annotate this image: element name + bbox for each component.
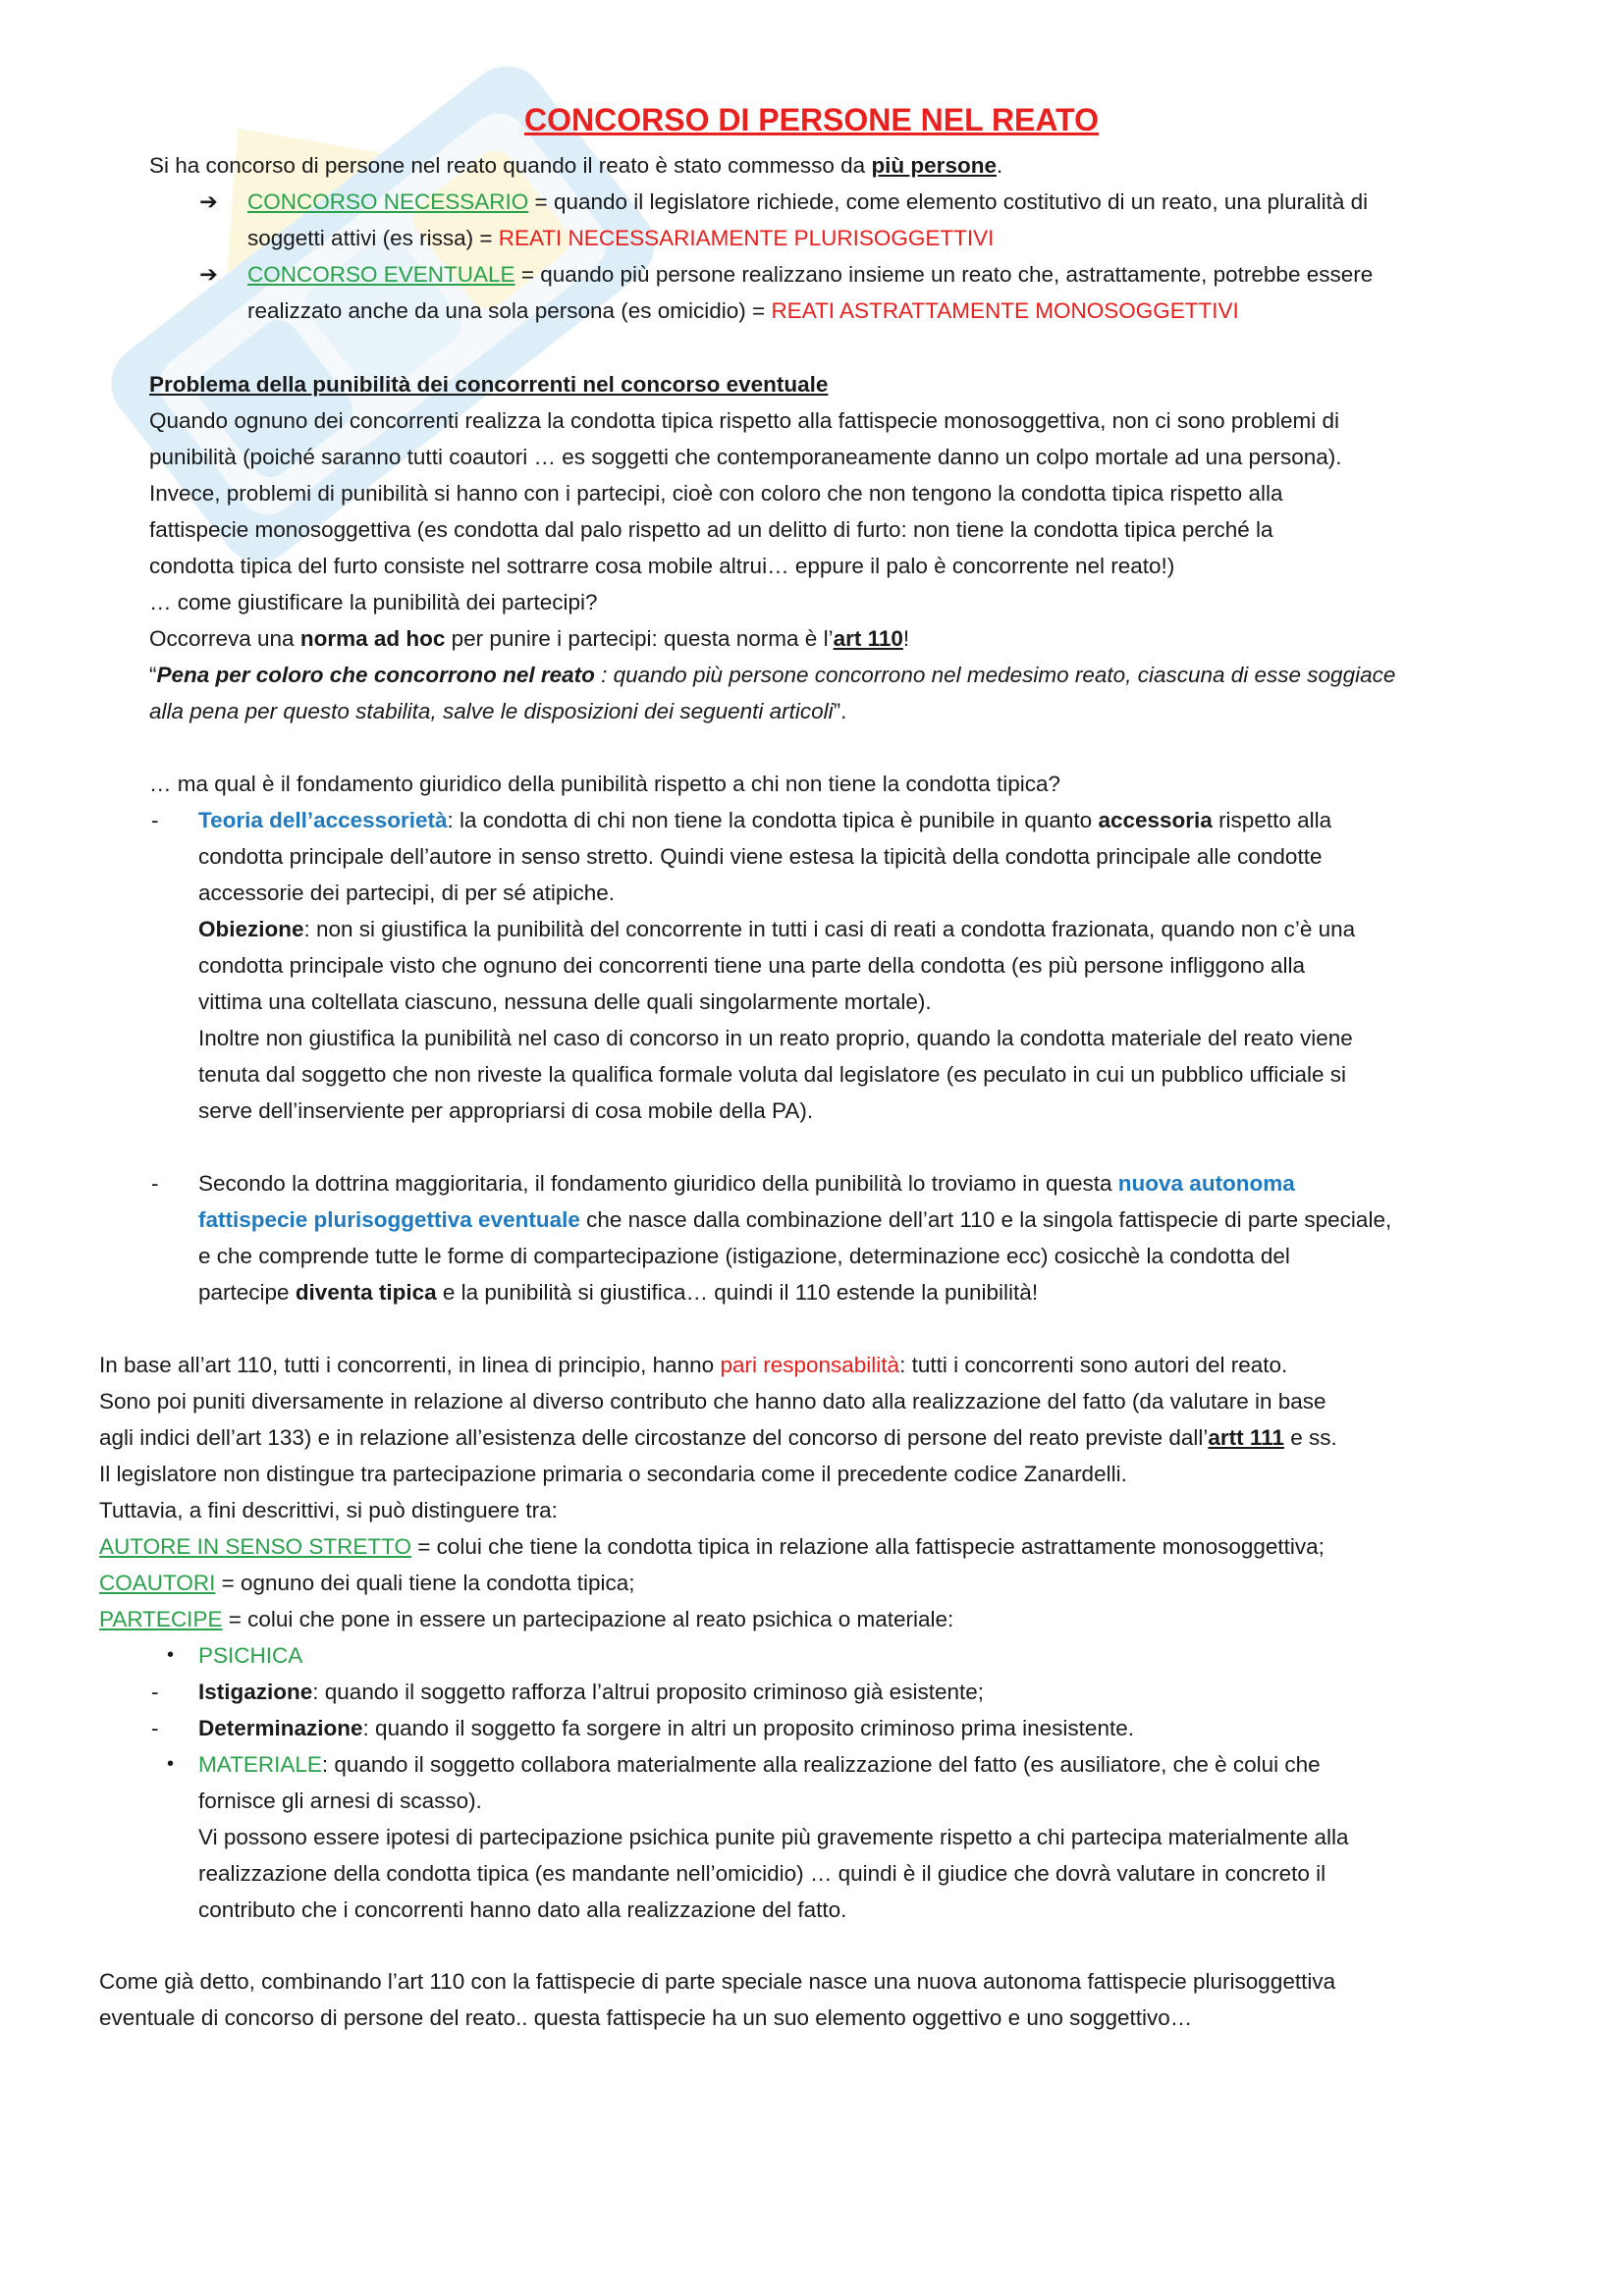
art110-line-4: Il legislatore non distingue tra partecipazione primaria o secondaria come il precedente codice Zanardelli. bbox=[99, 1462, 1127, 1486]
quote-line-1: “Pena per coloro che concorrono nel reato : quando più persone concorrono nel medesimo reato, ciascuna di esse soggiace bbox=[149, 663, 1396, 687]
problema-line: Invece, problemi di punibilità si hanno con i partecipi, cioè con coloro che non tengono la condotta tipica rispetto alla bbox=[149, 481, 1283, 506]
conclusion-line: eventuale di concorso di persone del reato.. questa fattispecie ha un suo elemento oggettivo e uno soggettivo… bbox=[99, 2005, 1193, 2030]
art110-line-1: In base all’art 110, tutti i concorrenti, in linea di principio, hanno pari responsabilità: tutti i concorrenti sono autori del reato. bbox=[99, 1353, 1288, 1377]
bullet-icon: • bbox=[167, 1753, 175, 1775]
obiezione-line: serve dell’inserviente per appropriarsi di cosa mobile della PA). bbox=[198, 1098, 814, 1123]
obiezione-line: Inoltre non giustifica la punibilità nel caso di concorso in un reato proprio, quando la condotta materiale del reato viene bbox=[198, 1026, 1353, 1050]
eventuale-line-2: realizzato anche da una sola persona (es omicidio) = REATI ASTRATTAMENTE MONOSOGGETTIVI bbox=[247, 298, 1239, 323]
problema-line: … come giustificare la punibilità dei partecipi? bbox=[149, 590, 598, 614]
arrow-icon: ➔ bbox=[199, 189, 218, 214]
obiezione-line: tenuta dal soggetto che non riveste la qualifica formale voluta dal legislatore (es peculato in cui un pubblico ufficiale si bbox=[198, 1062, 1347, 1087]
eventuale-line-1: CONCORSO EVENTUALE = quando più persone realizzano insieme un reato che, astrattamente, potrebbe essere bbox=[247, 262, 1374, 287]
necessario-line-2: soggetti attivi (es rissa) = REATI NECESSARIAMENTE PLURISOGGETTIVI bbox=[247, 226, 995, 250]
dash-marker: - bbox=[151, 1680, 159, 1704]
dottrina-line-2: fattispecie plurisoggettiva eventuale che nasce dalla combinazione dell’art 110 e la singola fattispecie di parte speciale, bbox=[198, 1207, 1392, 1232]
dottrina-line-1: Secondo la dottrina maggioritaria, il fondamento giuridico della punibilità lo troviamo in questa nuova autonoma bbox=[198, 1171, 1295, 1196]
definition-autore: AUTORE IN SENSO STRETTO = colui che tiene la condotta tipica in relazione alla fattispecie astrattamente monosoggettiva; bbox=[99, 1534, 1325, 1559]
quote-line-2: alla pena per questo stabilita, salve le disposizioni dei seguenti articoli”. bbox=[149, 699, 847, 723]
obiezione-line-1: Obiezione: non si giustifica la punibilità del concorrente in tutti i casi di reati a condotta frazionata, quando non c’è una bbox=[198, 917, 1356, 941]
bullet-icon: • bbox=[167, 1644, 175, 1666]
page-title: CONCORSO DI PERSONE NEL REATO bbox=[524, 102, 1099, 137]
dottrina-line-3: e che comprende tutte le forme di compartecipazione (istigazione, determinazione ecc) cosicchè la condotta del bbox=[198, 1244, 1290, 1268]
materiale-line: realizzazione della condotta tipica (es mandante nell’omicidio) … quindi è il giudice che dovrà valutare in concreto il bbox=[198, 1861, 1326, 1886]
dottrina-line-4: partecipe diventa tipica e la punibilità si giustifica… quindi il 110 estende la punibilità! bbox=[198, 1280, 1039, 1305]
materiale-line: fornisce gli arnesi di scasso). bbox=[198, 1789, 482, 1813]
arrow-icon: ➔ bbox=[199, 262, 218, 287]
dash-marker: - bbox=[151, 1171, 159, 1196]
materiale-line: contributo che i concorrenti hanno dato alla realizzazione del fatto. bbox=[198, 1897, 847, 1922]
materiale-line-1: MATERIALE: quando il soggetto collabora materialmente alla realizzazione del fatto (es ausiliatore, che è colui che bbox=[198, 1752, 1321, 1777]
problema-line: punibilità (poiché saranno tutti coautori … es soggetti che contemporaneamente danno un colpo mortale ad una persona). bbox=[149, 445, 1342, 469]
obiezione-line: condotta principale visto che ognuno dei concorrenti tiene una parte della condotta (es più persone infliggono alla bbox=[198, 953, 1306, 978]
fondamento-question: … ma qual è il fondamento giuridico della punibilità rispetto a chi non tiene la condotta tipica? bbox=[149, 772, 1061, 796]
definition-coautori: COAUTORI = ognuno dei quali tiene la condotta tipica; bbox=[99, 1571, 635, 1595]
conclusion-line: Come già detto, combinando l’art 110 con la fattispecie di parte speciale nasce una nuova autonoma fattispecie plurisoggettiva bbox=[99, 1969, 1336, 1994]
problema-heading: Problema della punibilità dei concorrenti nel concorso eventuale bbox=[149, 372, 829, 397]
istigazione-line: Istigazione: quando il soggetto rafforza l’altrui proposito criminoso già esistente; bbox=[198, 1680, 984, 1704]
dash-marker: - bbox=[151, 808, 159, 832]
accessorieta-line: accessorie dei partecipi, di per sé atipiche. bbox=[198, 881, 615, 905]
psichica-label: PSICHICA bbox=[198, 1643, 303, 1668]
art110-line-5: Tuttavia, a fini descrittivi, si può distinguere tra: bbox=[99, 1498, 558, 1522]
accessorieta-line-1: Teoria dell’accessorietà: la condotta di chi non tiene la condotta tipica è punibile in quanto accessoria rispetto alla bbox=[198, 808, 1332, 832]
dash-marker: - bbox=[151, 1716, 159, 1740]
necessario-line-1: CONCORSO NECESSARIO = quando il legislatore richiede, come elemento costitutivo di un reato, una pluralità di bbox=[247, 189, 1369, 214]
obiezione-line: vittima una coltellata ciascuno, nessuna delle quali singolarmente mortale). bbox=[198, 989, 932, 1014]
art110-line-3: agli indici dell’art 133) e in relazione all’esistenza delle circostanze del concorso di persone del reato previste dall’artt 111 e ss. bbox=[99, 1425, 1337, 1450]
problema-line: Quando ognuno dei concorrenti realizza la condotta tipica rispetto alla fattispecie monosoggettiva, non ci sono problemi di bbox=[149, 408, 1339, 433]
problema-line: fattispecie monosoggettiva (es condotta dal palo rispetto ad un delitto di furto: non tiene la condotta tipica perché la bbox=[149, 517, 1273, 542]
definition-partecipe: PARTECIPE = colui che pone in essere un partecipazione al reato psichica o materiale: bbox=[99, 1607, 954, 1631]
accessorieta-line: condotta principale dell’autore in senso stretto. Quindi viene estesa la tipicità della condotta principale alle condotte bbox=[198, 844, 1323, 869]
materiale-line: Vi possono essere ipotesi di partecipazione psichica punite più gravemente rispetto a chi partecipa materialmente alla bbox=[198, 1825, 1349, 1849]
determinazione-line: Determinazione: quando il soggetto fa sorgere in altri un proposito criminoso prima inesistente. bbox=[198, 1716, 1134, 1740]
problema-line: condotta tipica del furto consiste nel sottrarre cosa mobile altrui… eppure il palo è concorrente nel reato!) bbox=[149, 554, 1175, 578]
norma-line: Occorreva una norma ad hoc per punire i partecipi: questa norma è l’art 110! bbox=[149, 626, 910, 651]
art110-line-2: Sono poi puniti diversamente in relazione al diverso contributo che hanno dato alla realizzazione del fatto (da valutare in base bbox=[99, 1389, 1326, 1414]
intro-line: Si ha concorso di persone nel reato quando il reato è stato commesso da più persone. bbox=[149, 153, 1003, 178]
